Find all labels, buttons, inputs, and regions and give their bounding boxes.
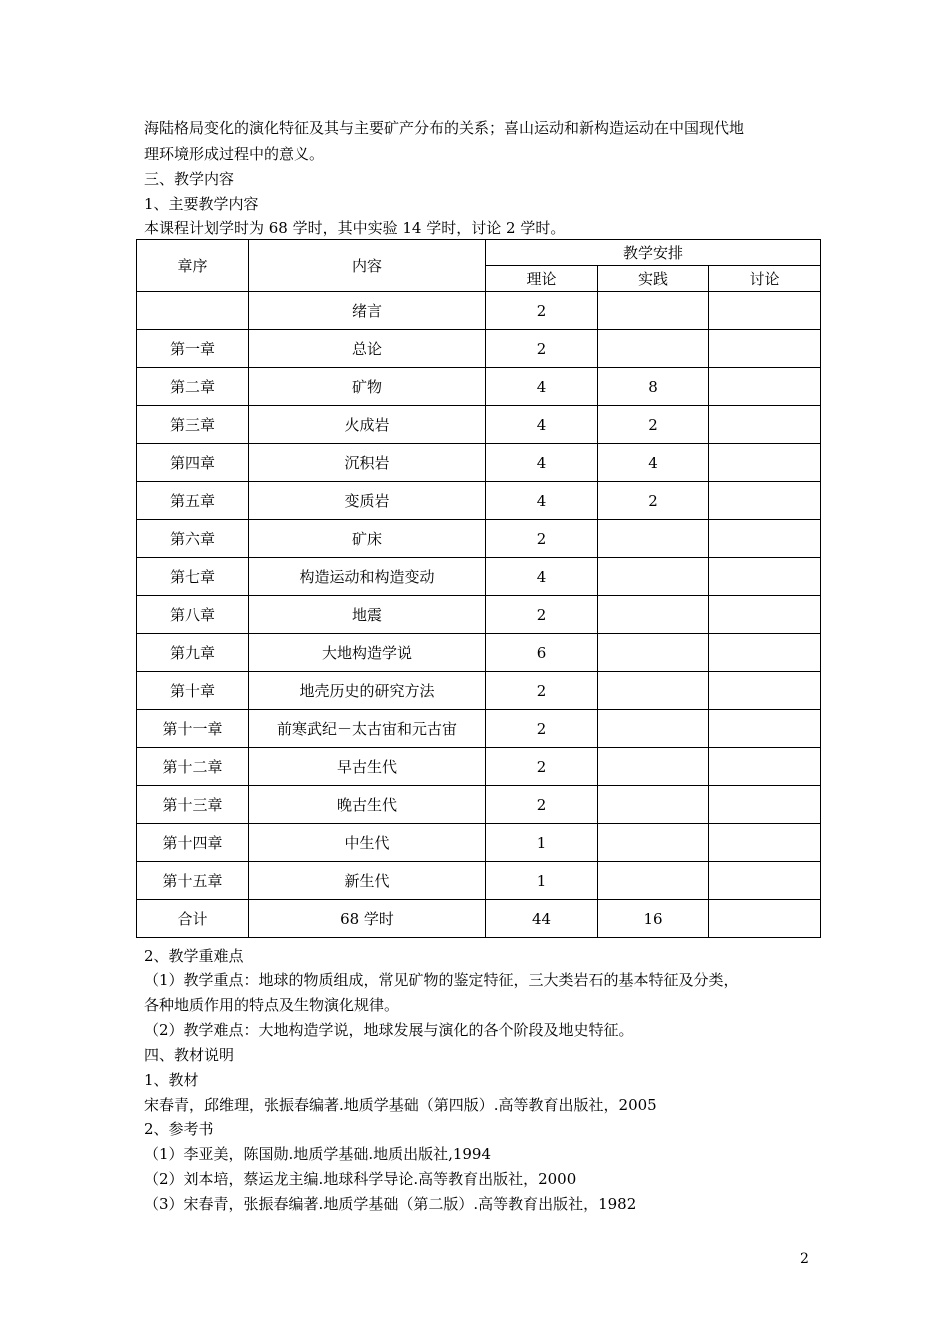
cell-practice <box>598 330 709 368</box>
cell-content: 变质岩 <box>249 482 486 520</box>
cell-theory: 44 <box>486 900 598 938</box>
cell-content: 构造运动和构造变动 <box>249 558 486 596</box>
cell-content: 矿床 <box>249 520 486 558</box>
cell-theory: 4 <box>486 482 598 520</box>
key-points-heading: 2、教学重难点 <box>144 947 244 965</box>
table-row <box>137 482 821 520</box>
cell-practice <box>598 862 709 900</box>
cell-content: 火成岩 <box>249 406 486 444</box>
cell-content: 早古生代 <box>249 748 486 786</box>
table-row <box>137 748 821 786</box>
cell-content: 绪言 <box>249 292 486 330</box>
table-row <box>137 786 821 824</box>
table-row <box>137 368 821 406</box>
cell-practice: 8 <box>598 368 709 406</box>
key-point-1-line-1: （1）教学重点：地球的物质组成，常见矿物的鉴定特征，三大类岩石的基本特征及分类， <box>144 971 739 989</box>
cell-practice <box>598 596 709 634</box>
references-heading: 2、参考书 <box>144 1120 214 1138</box>
cell-chapter: 第一章 <box>137 330 249 368</box>
cell-discussion <box>709 482 821 520</box>
textbook-heading: 1、教材 <box>144 1071 199 1089</box>
cell-theory: 2 <box>486 748 598 786</box>
cell-chapter: 第四章 <box>137 444 249 482</box>
cell-practice <box>598 786 709 824</box>
cell-discussion <box>709 520 821 558</box>
cell-practice <box>598 824 709 862</box>
cell-chapter: 第十二章 <box>137 748 249 786</box>
cell-practice: 2 <box>598 406 709 444</box>
table-row <box>137 558 821 596</box>
hours-summary: 本课程计划学时为 68 学时，其中实验 14 学时，讨论 2 学时。 <box>144 219 566 237</box>
cell-content: 矿物 <box>249 368 486 406</box>
section-3-heading: 三、教学内容 <box>144 170 235 188</box>
cell-discussion <box>709 862 821 900</box>
cell-practice: 2 <box>598 482 709 520</box>
table-row <box>137 672 821 710</box>
page-number: 2 <box>800 1251 809 1267</box>
cell-chapter: 第三章 <box>137 406 249 444</box>
table-row <box>137 520 821 558</box>
cell-chapter: 第五章 <box>137 482 249 520</box>
cell-practice <box>598 520 709 558</box>
intro-line-2: 理环境形成过程中的意义。 <box>144 145 325 163</box>
cell-discussion <box>709 444 821 482</box>
header-chapter: 章序 <box>137 240 249 292</box>
cell-theory: 4 <box>486 406 598 444</box>
table-row <box>137 406 821 444</box>
section-3-subheading: 1、主要教学内容 <box>144 195 259 213</box>
cell-discussion <box>709 786 821 824</box>
cell-chapter: 第十一章 <box>137 710 249 748</box>
cell-practice: 4 <box>598 444 709 482</box>
cell-content: 大地构造学说 <box>249 634 486 672</box>
header-content: 内容 <box>249 240 486 292</box>
intro-line-1: 海陆格局变化的演化特征及其与主要矿产分布的关系；喜山运动和新构造运动在中国现代地 <box>144 119 745 137</box>
cell-chapter: 第十三章 <box>137 786 249 824</box>
cell-theory: 6 <box>486 634 598 672</box>
cell-practice <box>598 710 709 748</box>
cell-chapter: 第十四章 <box>137 824 249 862</box>
cell-chapter: 第二章 <box>137 368 249 406</box>
cell-content: 总论 <box>249 330 486 368</box>
cell-theory: 4 <box>486 368 598 406</box>
cell-content: 中生代 <box>249 824 486 862</box>
cell-theory: 2 <box>486 292 598 330</box>
table-row <box>137 824 821 862</box>
cell-discussion <box>709 634 821 672</box>
cell-content: 地壳历史的研究方法 <box>249 672 486 710</box>
table-row <box>137 444 821 482</box>
reference-item: （3）宋春青，张振春编著.地质学基础（第二版）.高等教育出版社，1982 <box>144 1195 637 1213</box>
cell-chapter: 第八章 <box>137 596 249 634</box>
header-discussion: 讨论 <box>709 266 821 292</box>
table-header-row <box>137 240 821 266</box>
table-row <box>137 900 821 938</box>
section-4-heading: 四、教材说明 <box>144 1046 235 1064</box>
table-row <box>137 330 821 368</box>
key-point-2: （2）教学难点：大地构造学说，地球发展与演化的各个阶段及地史特征。 <box>144 1021 634 1039</box>
cell-chapter <box>137 292 249 330</box>
cell-practice <box>598 292 709 330</box>
cell-chapter: 第七章 <box>137 558 249 596</box>
cell-practice: 16 <box>598 900 709 938</box>
cell-discussion <box>709 330 821 368</box>
cell-chapter: 第九章 <box>137 634 249 672</box>
cell-chapter: 第十五章 <box>137 862 249 900</box>
cell-chapter: 合计 <box>137 900 249 938</box>
cell-practice <box>598 672 709 710</box>
cell-content: 晚古生代 <box>249 786 486 824</box>
cell-theory: 1 <box>486 824 598 862</box>
reference-item: （2）刘本培，蔡运龙主编.地球科学导论.高等教育出版社，2000 <box>144 1170 577 1188</box>
cell-theory: 2 <box>486 596 598 634</box>
reference-item: （1）李亚美，陈国勋.地质学基础.地质出版社,1994 <box>144 1145 492 1163</box>
teaching-plan-table <box>136 239 821 938</box>
cell-practice <box>598 748 709 786</box>
table-row <box>137 292 821 330</box>
cell-discussion <box>709 406 821 444</box>
table-row <box>137 862 821 900</box>
cell-discussion <box>709 900 821 938</box>
cell-content: 地震 <box>249 596 486 634</box>
header-theory: 理论 <box>486 266 598 292</box>
cell-content: 前寒武纪－太古宙和元古宙 <box>249 710 486 748</box>
cell-discussion <box>709 748 821 786</box>
table-row <box>137 710 821 748</box>
cell-content: 新生代 <box>249 862 486 900</box>
cell-theory: 2 <box>486 520 598 558</box>
cell-discussion <box>709 672 821 710</box>
cell-content: 68 学时 <box>249 900 486 938</box>
cell-theory: 1 <box>486 862 598 900</box>
cell-theory: 2 <box>486 786 598 824</box>
key-point-1-line-2: 各种地质作用的特点及生物演化规律。 <box>144 996 400 1014</box>
cell-theory: 2 <box>486 330 598 368</box>
cell-theory: 2 <box>486 672 598 710</box>
cell-discussion <box>709 710 821 748</box>
table-row <box>137 596 821 634</box>
cell-theory: 2 <box>486 710 598 748</box>
cell-discussion <box>709 368 821 406</box>
cell-theory: 4 <box>486 444 598 482</box>
cell-discussion <box>709 824 821 862</box>
textbook-citation: 宋春青，邱维理，张振春编著.地质学基础（第四版）.高等教育出版社，2005 <box>144 1096 657 1114</box>
header-arrangement: 教学安排 <box>486 240 821 266</box>
cell-chapter: 第六章 <box>137 520 249 558</box>
cell-practice <box>598 634 709 672</box>
header-practice: 实践 <box>598 266 709 292</box>
cell-discussion <box>709 596 821 634</box>
cell-content: 沉积岩 <box>249 444 486 482</box>
cell-chapter: 第十章 <box>137 672 249 710</box>
cell-discussion <box>709 292 821 330</box>
cell-practice <box>598 558 709 596</box>
cell-theory: 4 <box>486 558 598 596</box>
cell-discussion <box>709 558 821 596</box>
table-row <box>137 634 821 672</box>
